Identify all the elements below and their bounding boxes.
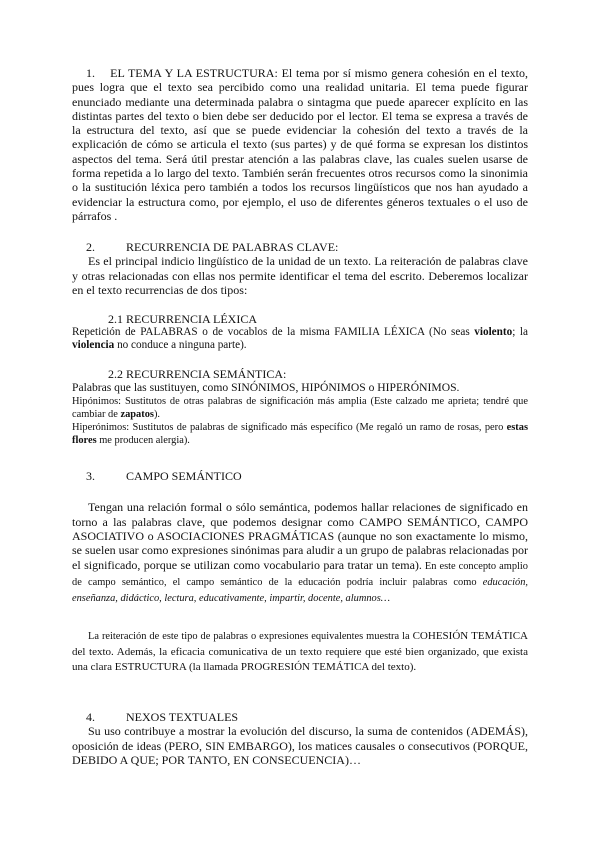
lexica-bold-a: violento bbox=[474, 326, 513, 339]
lexica-text-c: no conduce a ninguna parte). bbox=[114, 339, 247, 352]
section-2-title: RECURRENCIA DE PALABRAS CLAVE: bbox=[126, 240, 339, 255]
section-3-paragraph-2 bbox=[72, 628, 528, 675]
campo-text-a: Tengan una relación formal o sólo semántica, podemos hallar relaciones de significado en torno a las palabras clave, que podemos designar como CAMPO SEMÁNTICO, CAMPO ASOCIATIVO o ASOCIACIONES PRAGMÁTICAS (aunque no son exactamente lo mismo, se suelen usar como expresiones sinónimas para aludir a un grupo de palabras relacionadas por el significado, porque se utilizan como vocabulario para tratar un tema). bbox=[72, 500, 528, 572]
section-4-number: 4. bbox=[86, 710, 95, 725]
section-3-number: 3. bbox=[86, 469, 95, 484]
subsection-2-1-title: 2.1 RECURRENCIA LÉXICA bbox=[108, 312, 258, 327]
hiperonimos-a: Hiperónimos: Sustitutos de palabras de significado más específico (Me regaló un ramo de rosas, pero bbox=[72, 422, 507, 434]
section-4-heading bbox=[72, 710, 528, 724]
hiponimos-a: Hipónimos: Sustitutos de otras palabras de significación más amplia (Este calzado me aprieta; tendré que cambiar de bbox=[72, 396, 528, 421]
hiponimos-bold: zapatos bbox=[120, 409, 154, 421]
campo-examples: educación, enseñanza, didáctico, lectura, educativamente, impartir, docente, alumnos… bbox=[72, 576, 528, 605]
reiteracion-text-a: La reiteración de este tipo de palabras o expresiones equivalentes muestra la bbox=[88, 630, 413, 642]
section-2-number: 2. bbox=[86, 240, 95, 255]
section-2-heading bbox=[72, 240, 528, 254]
section-2-intro: Es el principal indicio lingüístico de la unidad de un texto. La reiteración de palabras clave y otras relacionadas con ellas nos permite identificar el tema del escrito. Deberemos localizar en el texto recurrencias de dos tipos: bbox=[72, 254, 528, 297]
subsection-2-2-title: 2.2 RECURRENCIA SEMÁNTICA: bbox=[108, 367, 287, 382]
section-3-title: CAMPO SEMÁNTICO bbox=[126, 469, 242, 484]
section-1-text: : El tema por sí mismo genera cohesión en el texto, pues logra que el texto sea percibido como una realidad unitaria. El tema puede figurar enunciado mediante una determinada palabra o sintagma que puede aparecer explícito en las distintas partes del texto o bien debe ser deducido por el lector. El tema se expresa a través de la estructura del texto, así que se puede evidenciar la cohesión del texto a través de la explicación de cómo se articula el texto (sus partes) y de qué forma se expresan los distintos aspectos del tema. Será útil prestar atención a las palabras clave, las cuales suelen usarse de forma repetida a lo largo del texto. También serán frecuentes otros recursos como la sinonimia o la sustitución léxica pero también a todos los recursos lingüísticos que nos han ayudado a evidenciar la estructura como, por ejemplo, el uso de diferentes géneros textuales o el uso de párrafos . bbox=[72, 66, 528, 223]
section-3-paragraph-1 bbox=[72, 500, 528, 606]
document-page bbox=[72, 66, 528, 767]
subsection-2-1-text bbox=[72, 326, 528, 352]
reiteracion-text-b: COHESIÓN TEMÁTICA del texto. Además, la eficacia comunicativa de un texto requiere que esté bien organizado, que exista una clara ESTRUCTURA (la llamada PROGRESIÓN TEMÁTICA del texto). bbox=[72, 629, 528, 674]
hiponimos-b: ). bbox=[153, 409, 161, 421]
campo-text-b: En este concepto amplio de campo semántico, el campo semántico de la educación podría incluir palabras como bbox=[72, 560, 528, 588]
section-1-number: 1. bbox=[86, 66, 95, 80]
section-4-title: NEXOS TEXTUALES bbox=[126, 710, 239, 725]
hiperonimos-bold: estas flores bbox=[72, 422, 528, 447]
lexica-text-b: ; la bbox=[512, 326, 528, 339]
hiponimos-text bbox=[72, 395, 528, 421]
section-1-title: EL TEMA Y LA ESTRUCTURA bbox=[110, 66, 275, 80]
subsection-2-2-line: Palabras que las sustituyen, como SINÓNIMOS, HIPÓNIMOS o HIPERÓNIMOS. bbox=[72, 381, 460, 395]
lexica-bold-b: violencia bbox=[72, 339, 115, 352]
lexica-text-a: Repetición de PALABRAS o de vocablos de la misma FAMILIA LÉXICA (No seas bbox=[72, 326, 475, 339]
section-1-paragraph bbox=[72, 66, 528, 223]
section-4-text: Su uso contribuye a mostrar la evolución del discurso, la suma de contenidos (ADEMÁS), oposición de ideas (PERO, SIN EMBARGO), los matices causales o consecutivos (PORQUE, DEBIDO A QUE; POR TANTO, EN CONSECUENCIA)… bbox=[72, 724, 528, 768]
section-3-heading bbox=[72, 469, 528, 483]
hiperonimos-text bbox=[72, 421, 528, 447]
hiperonimos-b: me producen alergia). bbox=[96, 435, 190, 447]
